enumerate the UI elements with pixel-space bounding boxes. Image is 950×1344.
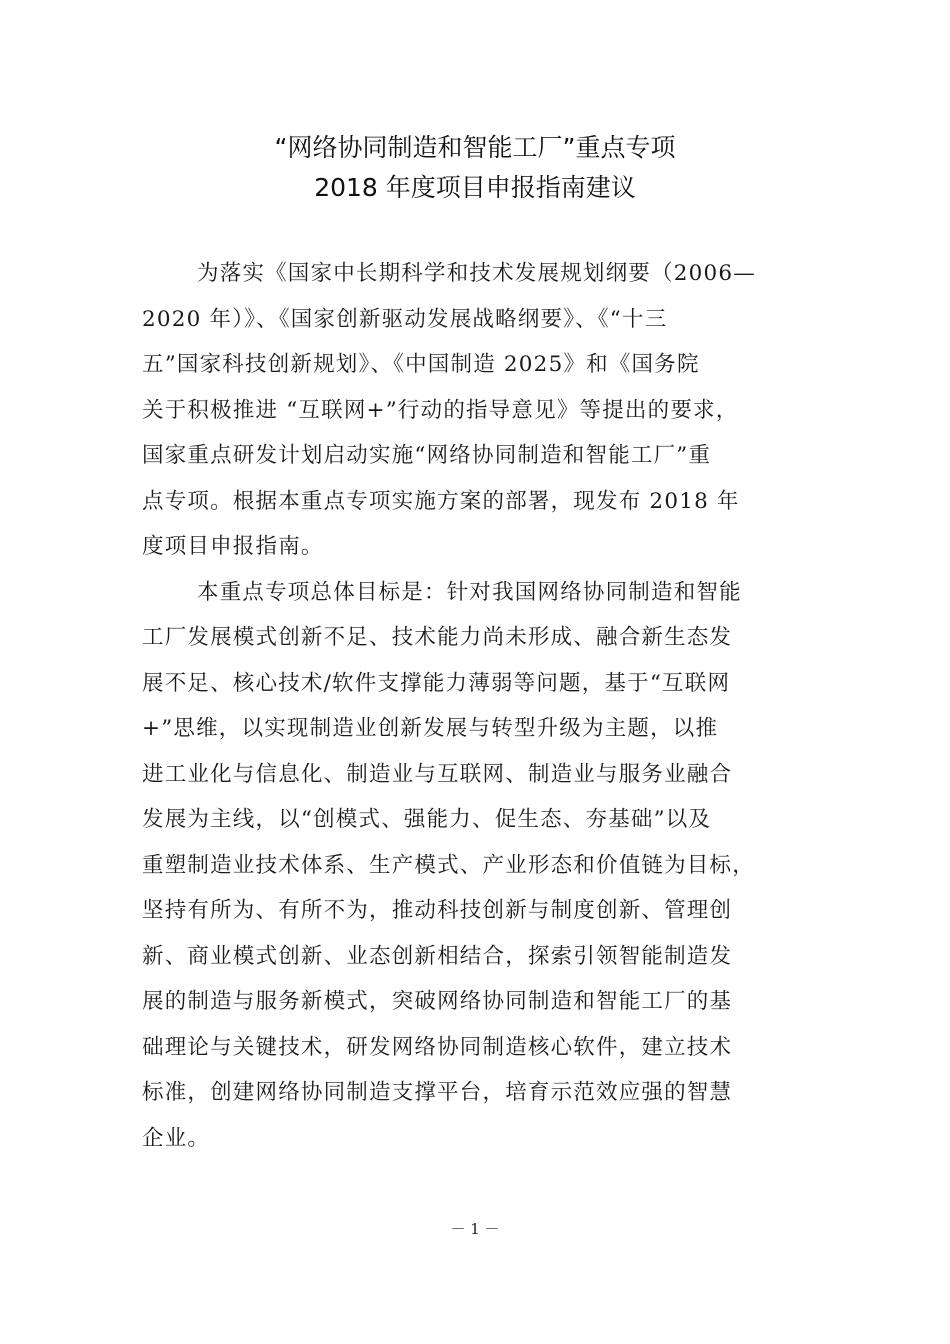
paragraph-line: 关于积极推进 “互联网+”行动的指导意见》等提出的要求，: [142, 397, 739, 423]
page-number: － 1 －: [450, 1220, 500, 1238]
paragraph-line: +”思维，以实现制造业创新发展与转型升级为主题，以推: [142, 716, 719, 741]
paragraph-line: 工厂发展模式创新不足、技术能力尚未形成、融合新生态发: [142, 625, 733, 650]
paragraph-line: 重塑制造业技术体系、生产模式、产业形态和价值链为目标，: [142, 852, 755, 878]
paragraph-line: 标准，创建网络协同制造支撑平台，培育示范效应强的智慧: [142, 1080, 733, 1105]
document-title: [0, 128, 950, 208]
title-line-2: 2018 年度项目申报指南建议: [314, 173, 636, 202]
paragraph-line: 为落实《国家中长期科学和技术发展规划纲要（2006—: [197, 261, 756, 286]
paragraph-line: 点专项。根据本重点专项实施方案的部署，现发布 2018 年: [142, 488, 740, 514]
paragraph-line: 2020 年）》、《国家创新驱动发展战略纲要》、《“十三: [142, 306, 668, 332]
document-body: [142, 251, 814, 1161]
paragraph-line: 发展为主线，以“创模式、强能力、促生态、夯基础”以及: [142, 807, 712, 832]
paragraph-line: 进工业化与信息化、制造业与互联网、制造业与服务业融合: [142, 761, 733, 787]
paragraph-line: 础理论与关键技术，研发网络协同制造核心软件，建立技术: [142, 1034, 733, 1060]
paragraph-line: 五”国家科技创新规划》、《中国制造 2025》和《国务院: [142, 352, 700, 377]
paragraph-line: 度项目申报指南。: [142, 534, 324, 559]
paragraph-1: [142, 251, 814, 570]
paragraph-line: 展的制造与服务新模式，突破网络协同制造和智能工厂的基: [142, 989, 733, 1014]
paragraph-line: 国家重点研发计划启动实施“网络协同制造和智能工厂”重: [142, 443, 712, 468]
title-line-1: “网络协同制造和智能工厂”重点专项: [274, 133, 676, 162]
paragraph-line: 本重点专项总体目标是：针对我国网络协同制造和智能: [197, 579, 742, 605]
paragraph-line: 展不足、核心技术/软件支撑能力薄弱等问题，基于“互联网: [142, 670, 731, 696]
paragraph-line: 坚持有所为、有所不为，推动科技创新与制度创新、管理创: [142, 898, 733, 923]
paragraph-2: [142, 570, 814, 1162]
paragraph-line: 新、商业模式创新、业态创新相结合，探索引领智能制造发: [142, 943, 733, 969]
paragraph-line: 企业。: [142, 1125, 211, 1151]
